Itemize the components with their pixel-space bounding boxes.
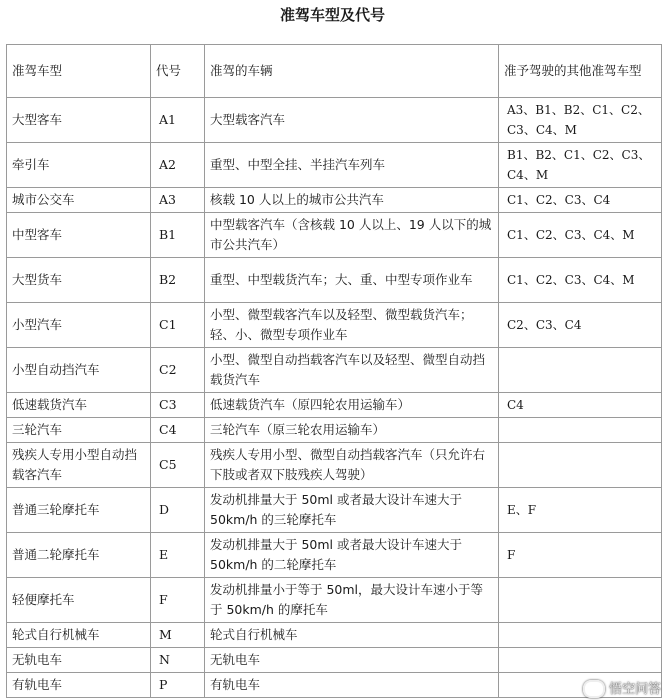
table-row bbox=[7, 213, 662, 258]
cell-vehicles: 低速载货汽车（原四轮农用运输车） bbox=[205, 393, 499, 418]
watermark bbox=[583, 678, 661, 699]
cell-vehicles: 小型、微型自动挡载客汽车以及轻型、微型自动挡载货汽车 bbox=[205, 348, 499, 393]
chat-bubble-icon bbox=[583, 680, 605, 698]
cell-license-type: 普通三轮摩托车 bbox=[7, 488, 151, 533]
cell-other-types: C4 bbox=[499, 393, 662, 418]
cell-license-type: 低速载货汽车 bbox=[7, 393, 151, 418]
cell-other-types bbox=[499, 443, 662, 488]
cell-vehicles: 重型、中型全挂、半挂汽车列车 bbox=[205, 143, 499, 188]
table-row bbox=[7, 488, 662, 533]
table-row bbox=[7, 393, 662, 418]
cell-code: M bbox=[151, 623, 205, 648]
cell-code: F bbox=[151, 578, 205, 623]
cell-vehicles: 核载 10 人以上的城市公共汽车 bbox=[205, 188, 499, 213]
cell-other-types bbox=[499, 348, 662, 393]
cell-other-types bbox=[499, 418, 662, 443]
cell-code: E bbox=[151, 533, 205, 578]
table-row bbox=[7, 303, 662, 348]
cell-other-types bbox=[499, 578, 662, 623]
page-title: 准驾车型及代号 bbox=[279, 6, 385, 24]
cell-vehicles: 小型、微型载客汽车以及轻型、微型载货汽车；轻、小、微型专项作业车 bbox=[205, 303, 499, 348]
cell-vehicles: 轮式自行机械车 bbox=[205, 623, 499, 648]
table-row bbox=[7, 98, 662, 143]
cell-other-types: C2、C3、C4 bbox=[499, 303, 662, 348]
table-row bbox=[7, 623, 662, 648]
table-row bbox=[7, 443, 662, 488]
cell-code: P bbox=[151, 673, 205, 698]
cell-license-type: 三轮汽车 bbox=[7, 418, 151, 443]
cell-vehicles: 有轨电车 bbox=[205, 673, 499, 698]
table-row bbox=[7, 348, 662, 393]
watermark-label: 悟空问答 bbox=[608, 681, 661, 697]
cell-other-types: A3、B1、B2、C1、C2、C3、C4、M bbox=[499, 98, 662, 143]
cell-vehicles: 三轮汽车（原三轮农用运输车） bbox=[205, 418, 499, 443]
table-row bbox=[7, 673, 662, 698]
cell-other-types: F bbox=[499, 533, 662, 578]
cell-vehicles: 发动机排量大于 50ml 或者最大设计车速大于 50km/h 的二轮摩托车 bbox=[205, 533, 499, 578]
cell-vehicles: 发动机排量小于等于 50ml，最大设计车速小于等于 50km/h 的摩托车 bbox=[205, 578, 499, 623]
cell-code: C2 bbox=[151, 348, 205, 393]
cell-license-type: 轮式自行机械车 bbox=[7, 623, 151, 648]
cell-code: B1 bbox=[151, 213, 205, 258]
license-class-table bbox=[6, 44, 662, 698]
cell-code: C4 bbox=[151, 418, 205, 443]
cell-other-types: E、F bbox=[499, 488, 662, 533]
header-other-types: 准予驾驶的其他准驾车型 bbox=[499, 45, 662, 98]
table-header-row bbox=[7, 45, 662, 98]
cell-license-type: 残疾人专用小型自动挡载客汽车 bbox=[7, 443, 151, 488]
cell-license-type: 有轨电车 bbox=[7, 673, 151, 698]
cell-other-types: C1、C2、C3、C4 bbox=[499, 188, 662, 213]
cell-code: A2 bbox=[151, 143, 205, 188]
table-row bbox=[7, 258, 662, 303]
cell-license-type: 轻便摩托车 bbox=[7, 578, 151, 623]
table-body bbox=[7, 45, 662, 698]
cell-license-type: 无轨电车 bbox=[7, 648, 151, 673]
cell-code: C5 bbox=[151, 443, 205, 488]
header-code: 代号 bbox=[151, 45, 205, 98]
cell-other-types bbox=[499, 648, 662, 673]
cell-code: A3 bbox=[151, 188, 205, 213]
cell-license-type: 中型客车 bbox=[7, 213, 151, 258]
header-license-type: 准驾车型 bbox=[7, 45, 151, 98]
cell-other-types: C1、C2、C3、C4、M bbox=[499, 213, 662, 258]
table-row bbox=[7, 578, 662, 623]
cell-vehicles: 残疾人专用小型、微型自动挡载客汽车（只允许右下肢或者双下肢残疾人驾驶） bbox=[205, 443, 499, 488]
cell-code: N bbox=[151, 648, 205, 673]
table-row bbox=[7, 143, 662, 188]
cell-other-types bbox=[499, 623, 662, 648]
cell-license-type: 普通二轮摩托车 bbox=[7, 533, 151, 578]
cell-vehicles: 发动机排量大于 50ml 或者最大设计车速大于 50km/h 的三轮摩托车 bbox=[205, 488, 499, 533]
cell-license-type: 大型货车 bbox=[7, 258, 151, 303]
cell-code: C1 bbox=[151, 303, 205, 348]
cell-vehicles: 重型、中型载货汽车；大、重、中型专项作业车 bbox=[205, 258, 499, 303]
cell-license-type: 小型汽车 bbox=[7, 303, 151, 348]
cell-license-type: 大型客车 bbox=[7, 98, 151, 143]
cell-vehicles: 大型载客汽车 bbox=[205, 98, 499, 143]
cell-other-types: B1、B2、C1、C2、C3、C4、M bbox=[499, 143, 662, 188]
cell-code: A1 bbox=[151, 98, 205, 143]
cell-vehicles: 无轨电车 bbox=[205, 648, 499, 673]
cell-other-types: C1、C2、C3、C4、M bbox=[499, 258, 662, 303]
cell-license-type: 城市公交车 bbox=[7, 188, 151, 213]
table-row bbox=[7, 648, 662, 673]
table-row bbox=[7, 533, 662, 578]
header-vehicles: 准驾的车辆 bbox=[205, 45, 499, 98]
cell-vehicles: 中型载客汽车（含核载 10 人以上、19 人以下的城市公共汽车） bbox=[205, 213, 499, 258]
cell-code: D bbox=[151, 488, 205, 533]
cell-code: C3 bbox=[151, 393, 205, 418]
cell-code: B2 bbox=[151, 258, 205, 303]
table-row bbox=[7, 188, 662, 213]
cell-license-type: 牵引车 bbox=[7, 143, 151, 188]
cell-license-type: 小型自动挡汽车 bbox=[7, 348, 151, 393]
table-row bbox=[7, 418, 662, 443]
